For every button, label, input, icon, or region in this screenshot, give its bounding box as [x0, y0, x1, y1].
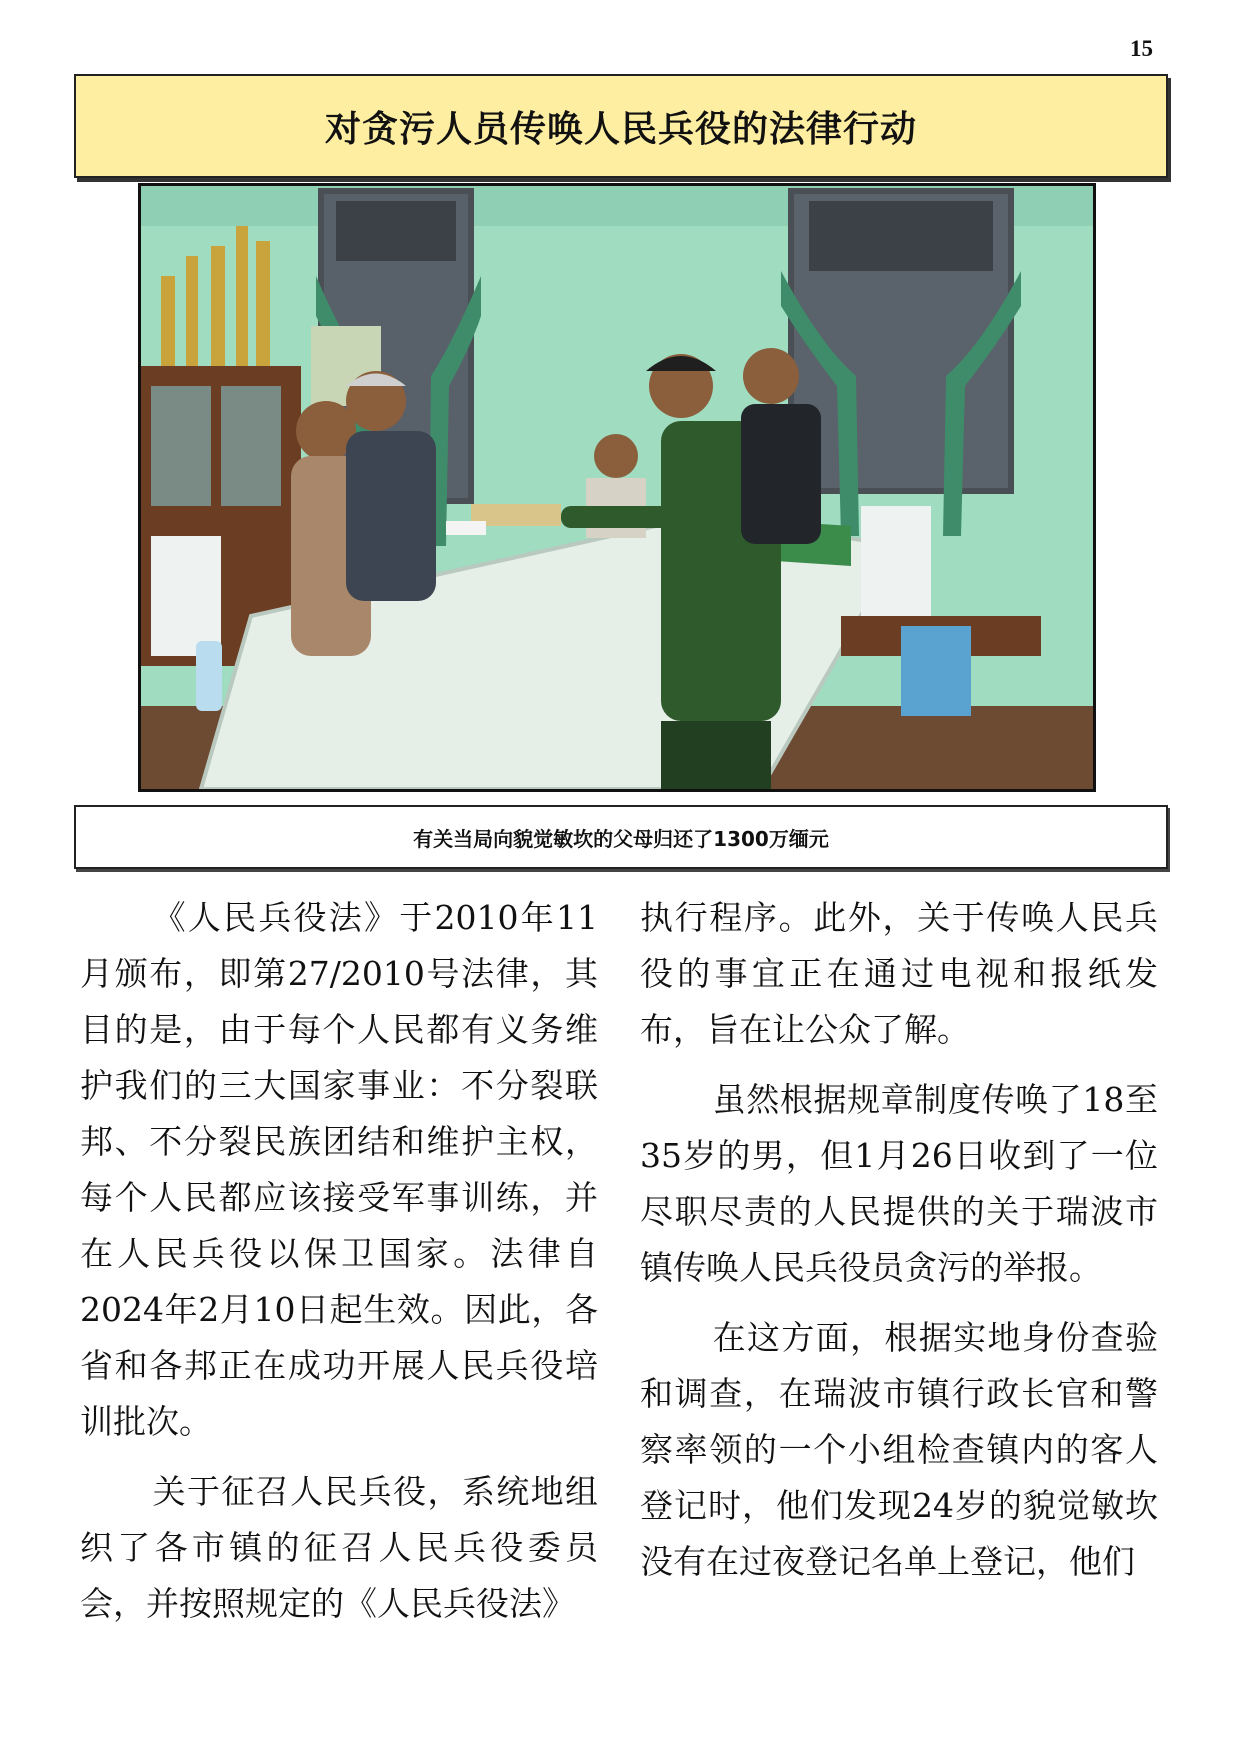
article-column-left [80, 890, 598, 1646]
article-title: 对贪污人员传唤人民兵役的法律行动 [324, 108, 917, 150]
photo-illustration [141, 186, 1093, 789]
article-column-right [640, 890, 1158, 1604]
photo-caption-box [74, 805, 1168, 869]
article-title-box [74, 74, 1168, 178]
paragraph: 虽然根据规章制度传唤了18至35岁的男，但1月26日收到了一位尽职尽责的人民提供的关于瑞波市镇传唤人民兵役员贪污的举报。 [640, 1080, 1158, 1287]
paragraph: 在这方面，根据实地身份查验和调查，在瑞波市镇行政长官和警察率领的一个小组检查镇内的客人登记时，他们发现24岁的貌觉敏坎没有在过夜登记名单上登记，他们 [640, 1318, 1158, 1581]
paragraph: 《人民兵役法》于2010年11月颁布，即第27/2010号法律，其目的是，由于每个人民都有义务维护我们的三大国家事业：不分裂联邦、不分裂民族团结和维护主权，每个人民都应该接受军事训练，并在人民兵役以保卫国家。法律自2024年2月10日起生效。因此，各省和各邦正在成功开展人民兵役培训批次。 [80, 898, 598, 1441]
news-photo [138, 183, 1096, 792]
page-number: 15 [1130, 36, 1153, 61]
paragraph: 关于征召人民兵役，系统地组织了各市镇的征召人民兵役委员会，并按照规定的《人民兵役法》 [80, 1472, 598, 1623]
paragraph: 执行程序。此外，关于传唤人民兵役的事宜正在通过电视和报纸发布，旨在让公众了解。 [640, 898, 1158, 1049]
photo-caption: 有关当局向貌觉敏坎的父母归还了1300万缅元 [413, 826, 829, 851]
